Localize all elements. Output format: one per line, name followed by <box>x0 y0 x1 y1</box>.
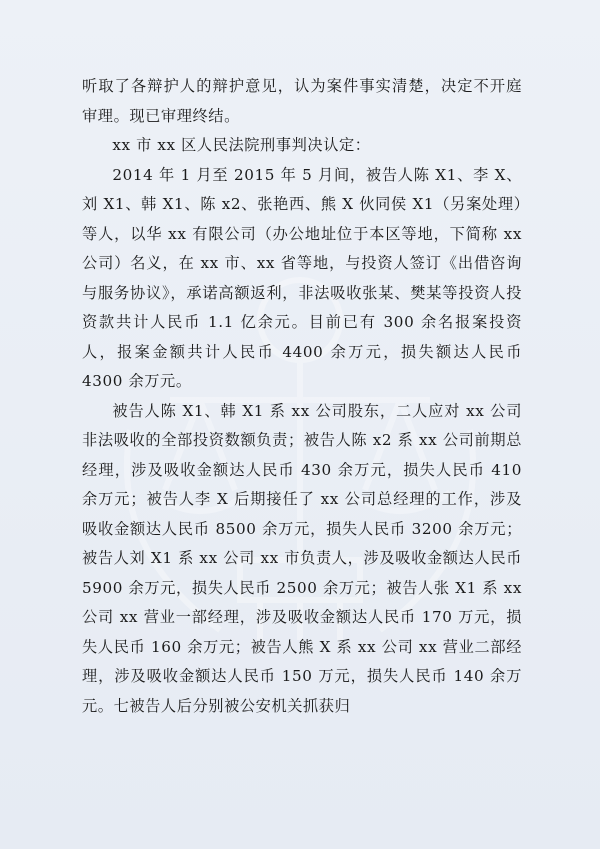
paragraph: xx 市 xx 区人民法院刑事判决认定： <box>112 136 371 154</box>
paragraph: 听取了各辩护人的辩护意见，认为案件事实清楚，决定不开庭审理。现已审理终结。 <box>82 77 522 125</box>
paragraph: 2014 年 1 月至 2015 年 5 月间，被告人陈 X1、李 X、刘 X1、韩 X1、陈 x2、张艳西、熊 X 伙同侯 X1（另案处理）等人，以华 xx 有限公司（办公地址位于本区等地，下简称 xx 公司）名义，在 xx 市、xx 省等地，与投资人签订《出借咨询与服务协议》，承诺高额返利，非法吸收张某、樊某等投资人投资款共计人民币 1.1 亿余元。目前已有 300 余名报案投资人，报案金额共计人民币 4400 余万元，损失额达人民币 4300 余万元。 <box>82 165 522 390</box>
document-body <box>82 72 522 721</box>
paragraph: 被告人陈 X1、韩 X1 系 xx 公司股东，二人应对 xx 公司非法吸收的全部投资数额负责；被告人陈 x2 系 xx 公司前期总经理，涉及吸收金额达人民币 430 余万元，损失人民币 410 余万元；被告人李 X 后期接任了 xx 公司总经理的工作，涉及吸收金额达人民币 8500 余万元，损失人民币 3200 余万元；被告人刘 X1 系 xx 公司 xx 市负责人，涉及吸收金额达人民币 5900 余万元，损失人民币 2500 余万元；被告人张 X1 系 xx 公司 xx 营业一部经理，涉及吸收金额达人民币 170 万元，损失人民币 160 余万元；被告人熊 X 系 xx 公司 xx 营业二部经理，涉及吸收金额达人民币 150 万元，损失人民币 140 余万元。七被告人后分别被公安机关抓获归 <box>82 401 522 715</box>
